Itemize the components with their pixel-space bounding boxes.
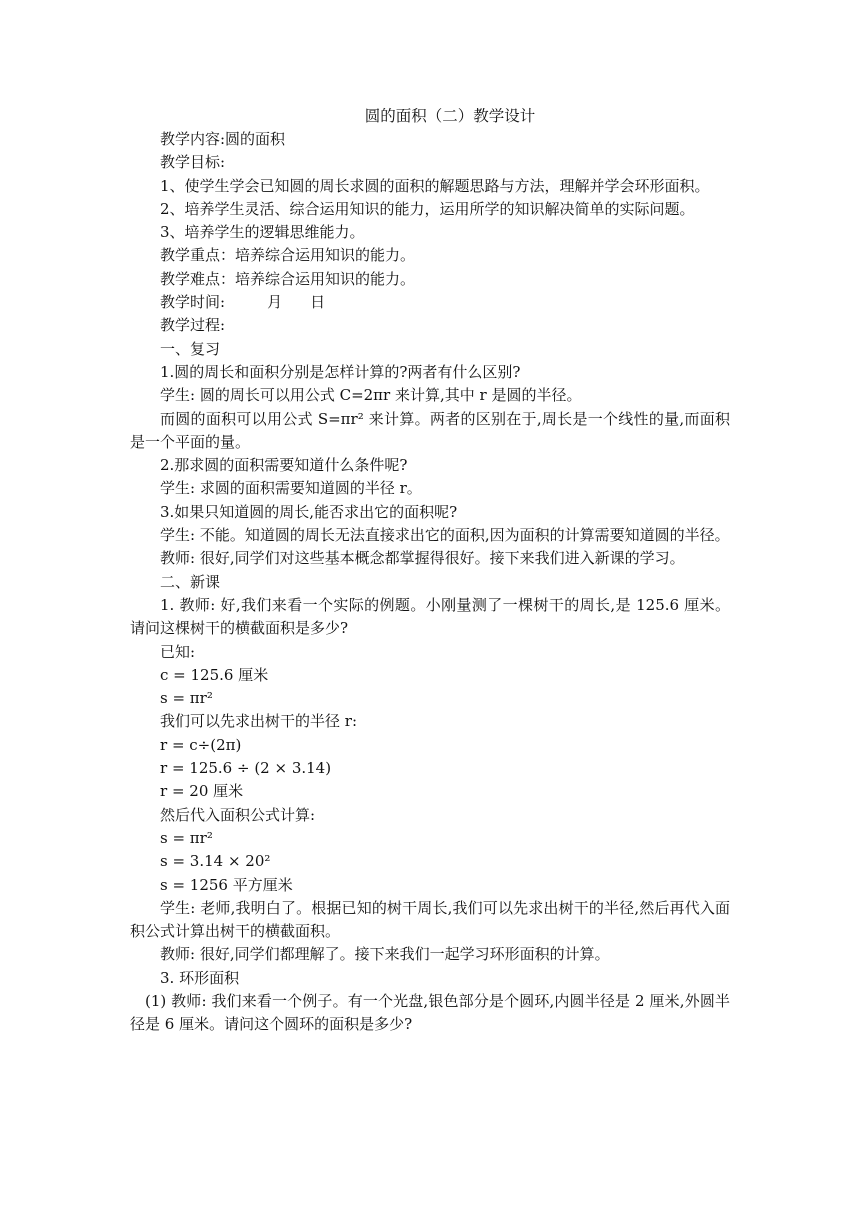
teaching-time-label: 教学时间: bbox=[160, 293, 226, 312]
paragraph: 3、培养学生的逻辑思维能力。 bbox=[160, 223, 365, 242]
formula-line: s = πr² bbox=[160, 689, 213, 708]
paragraph: 教学重点：培养综合运用知识的能力。 bbox=[160, 246, 416, 265]
paragraph: 学生: 求圆的面积需要知道圆的半径 r。 bbox=[160, 479, 422, 498]
paragraph: 1.圆的周长和面积分别是怎样计算的?两者有什么区别? bbox=[160, 362, 521, 381]
paragraph: 已知: bbox=[160, 642, 196, 661]
paragraph: (1) 教师: 我们来看一个例子。有一个光盘,银色部分是个圆环,内圆半径是 2 厘米,外圆半径是 6 厘米。请问这个圆环的面积是多少? bbox=[130, 991, 730, 1034]
formula-line: r = c÷(2π) bbox=[160, 735, 242, 754]
paragraph: 教师: 很好,同学们都理解了。接下来我们一起学习环形面积的计算。 bbox=[160, 945, 610, 964]
section-heading: 二、新课 bbox=[160, 572, 221, 591]
formula-line: c = 125.6 厘米 bbox=[160, 665, 269, 684]
paragraph: 教学目标: bbox=[160, 153, 226, 172]
paragraph: 3.如果只知道圆的周长,能否求出它的面积呢? bbox=[160, 502, 458, 521]
formula-line: r = 125.6 ÷ (2 × 3.14) bbox=[160, 759, 332, 778]
paragraph: 而圆的面积可以用公式 S=πr² 来计算。两者的区别在于,周长是一个线性的量,而面积是一个平面的量。 bbox=[130, 409, 730, 451]
paragraph: 2、培养学生灵活、综合运用知识的能力，运用所学的知识解决简单的实际问题。 bbox=[160, 199, 695, 218]
formula-line: s = πr² bbox=[160, 828, 213, 847]
paragraph: 教学内容:圆的面积 bbox=[160, 130, 286, 148]
paragraph: 学生: 圆的周长可以用公式 C=2πr 来计算,其中 r 是圆的半径。 bbox=[160, 386, 582, 405]
teaching-time-month: 月 bbox=[267, 293, 283, 312]
section-heading: 3. 环形面积 bbox=[160, 968, 240, 987]
paragraph: 然后代入面积公式计算: bbox=[160, 805, 316, 824]
paragraph: 学生: 老师,我明白了。根据已知的树干周长,我们可以先求出树干的半径,然后再代入面积公式计算出树干的横截面积。 bbox=[130, 898, 730, 941]
formula-line: s = 3.14 × 20² bbox=[160, 852, 271, 871]
paragraph: 教学难点：培养综合运用知识的能力。 bbox=[160, 269, 416, 288]
paragraph: 教学过程: bbox=[160, 316, 226, 335]
paragraph: 2.那求圆的面积需要知道什么条件呢? bbox=[160, 456, 408, 475]
teaching-time-line bbox=[130, 291, 730, 314]
formula-line: r = 20 厘米 bbox=[160, 782, 244, 801]
teaching-time-day: 日 bbox=[310, 293, 326, 312]
section-heading: 一、复习 bbox=[160, 339, 221, 358]
paragraph: 我们可以先求出树干的半径 r: bbox=[160, 712, 357, 731]
formula-line: s = 1256 平方厘米 bbox=[160, 875, 293, 894]
paragraph: 1. 教师: 好,我们来看一个实际的例题。小刚量测了一棵树干的周长,是 125.6 厘米。请问这棵树干的横截面积是多少? bbox=[130, 595, 730, 638]
paragraph: 学生: 不能。知道圆的周长无法直接求出它的面积,因为面积的计算需要知道圆的半径。 bbox=[160, 526, 730, 545]
paragraph: 教师: 很好,同学们对这些基本概念都掌握得很好。接下来我们进入新课的学习。 bbox=[160, 549, 685, 568]
paragraph: 1、使学生学会已知圆的周长求圆的面积的解题思路与方法，理解并学会环形面积。 bbox=[160, 176, 710, 195]
document-title: 圆的面积（二）教学设计 bbox=[364, 107, 536, 125]
document-body bbox=[130, 128, 730, 1037]
